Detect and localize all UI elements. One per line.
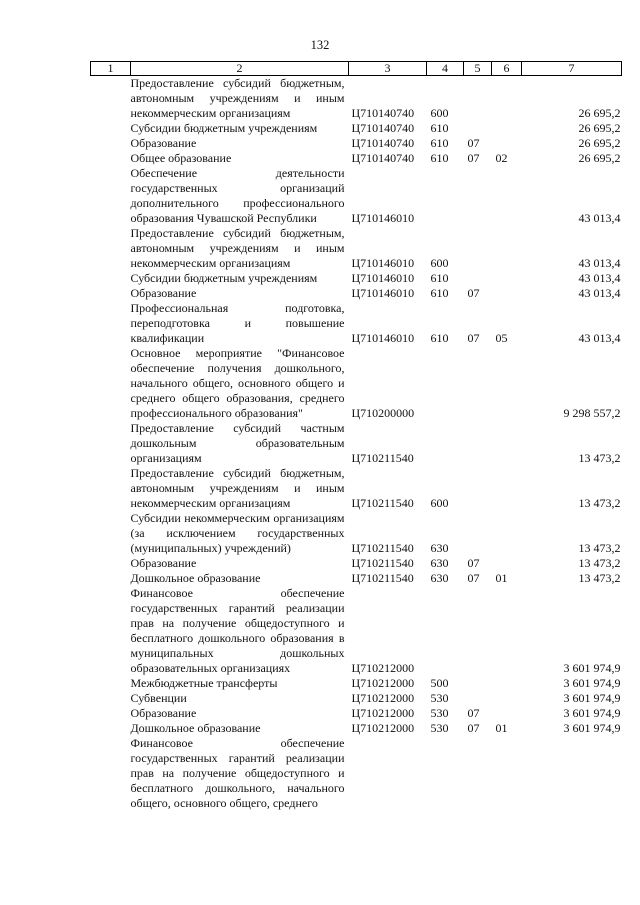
cell-section bbox=[464, 226, 492, 271]
cell-section bbox=[464, 736, 492, 811]
cell-amount: 26 695,2 bbox=[578, 106, 621, 120]
cell-expense-type: 610 bbox=[430, 121, 449, 135]
cell-blank bbox=[91, 136, 131, 151]
table-row bbox=[91, 706, 622, 721]
cell-amount: 43 013,4 bbox=[578, 331, 621, 345]
cell-subsection bbox=[492, 676, 522, 691]
cell-target-code: Ц710140740 bbox=[351, 106, 415, 120]
cell-amount: 43 013,4 bbox=[578, 211, 621, 225]
cell-blank bbox=[91, 586, 131, 676]
cell-target-code: Ц710212000 bbox=[351, 676, 415, 690]
cell-amount: 26 695,2 bbox=[578, 121, 621, 135]
cell-expense-type: 610 bbox=[430, 136, 449, 150]
cell-expense-type bbox=[427, 586, 464, 676]
cell-amount: 26 695,2 bbox=[578, 151, 621, 165]
cell-blank bbox=[91, 721, 131, 736]
cell-blank bbox=[91, 301, 131, 346]
cell-target-code: Ц710146010 bbox=[351, 286, 415, 300]
cell-name: Образование bbox=[130, 556, 197, 570]
cell-blank bbox=[91, 421, 131, 466]
cell-subsection bbox=[492, 286, 522, 301]
cell-expense-type: 610 bbox=[430, 151, 449, 165]
cell-blank bbox=[91, 166, 131, 226]
cell-target-code: Ц710200000 bbox=[351, 406, 415, 420]
table-row bbox=[91, 586, 622, 676]
cell-expense-type bbox=[427, 166, 464, 226]
cell-expense-type: 610 bbox=[430, 271, 449, 285]
cell-blank bbox=[91, 706, 131, 721]
cell-subsection: 05 bbox=[495, 331, 508, 345]
table-row bbox=[91, 286, 622, 301]
cell-section bbox=[464, 271, 492, 286]
cell-target-code: Ц710146010 bbox=[351, 331, 415, 345]
cell-section: 07 bbox=[467, 286, 480, 300]
cell-expense-type: 630 bbox=[430, 541, 449, 555]
header-col-2: 2 bbox=[131, 62, 349, 76]
cell-name: Субсидии некоммерческим организациям (за исключением государственных (муниципальных) учреждений) bbox=[130, 511, 345, 555]
cell-subsection bbox=[492, 706, 522, 721]
cell-subsection bbox=[492, 121, 522, 136]
cell-target-code: Ц710211540 bbox=[351, 571, 414, 585]
cell-name: Предоставление субсидий частным дошкольным образовательным организациям bbox=[130, 421, 345, 465]
cell-expense-type: 630 bbox=[430, 571, 449, 585]
cell-blank bbox=[91, 511, 131, 556]
table-row bbox=[91, 271, 622, 286]
cell-blank bbox=[91, 76, 131, 122]
cell-name: Предоставление субсидий бюджетным, автономным учреждениям и иным некоммерческим организациям bbox=[130, 466, 345, 510]
cell-blank bbox=[91, 676, 131, 691]
table-row bbox=[91, 556, 622, 571]
table-row bbox=[91, 76, 622, 122]
cell-subsection bbox=[492, 691, 522, 706]
page-number: 132 bbox=[310, 38, 330, 52]
cell-subsection: 01 bbox=[495, 571, 508, 585]
cell-name: Образование bbox=[130, 136, 197, 150]
cell-subsection bbox=[492, 556, 522, 571]
table-row bbox=[91, 571, 622, 586]
cell-subsection bbox=[492, 511, 522, 556]
header-col-1: 1 bbox=[91, 62, 131, 76]
cell-amount bbox=[522, 736, 622, 811]
cell-target-code: Ц710212000 bbox=[351, 721, 415, 735]
cell-name: Субсидии бюджетным учреждениям bbox=[130, 271, 318, 285]
cell-blank bbox=[91, 736, 131, 811]
cell-expense-type: 630 bbox=[430, 556, 449, 570]
cell-target-code: Ц710146010 bbox=[351, 211, 415, 225]
table-row bbox=[91, 301, 622, 346]
cell-name: Субвенции bbox=[130, 691, 187, 705]
cell-name: Общее образование bbox=[130, 151, 232, 165]
cell-name: Образование bbox=[130, 706, 197, 720]
cell-section bbox=[464, 466, 492, 511]
cell-expense-type bbox=[427, 346, 464, 421]
cell-section bbox=[464, 586, 492, 676]
cell-blank bbox=[91, 271, 131, 286]
header-col-6: 6 bbox=[492, 62, 522, 76]
cell-subsection bbox=[492, 346, 522, 421]
cell-amount: 13 473,2 bbox=[578, 556, 621, 570]
cell-target-code: Ц710211540 bbox=[351, 451, 414, 465]
cell-subsection bbox=[492, 271, 522, 286]
cell-section: 07 bbox=[467, 721, 480, 735]
cell-expense-type: 610 bbox=[430, 331, 449, 345]
cell-blank bbox=[91, 466, 131, 511]
table-body bbox=[91, 76, 622, 812]
header-col-3: 3 bbox=[349, 62, 427, 76]
budget-table bbox=[90, 61, 622, 811]
cell-subsection bbox=[492, 736, 522, 811]
cell-section bbox=[464, 691, 492, 706]
table-row bbox=[91, 676, 622, 691]
cell-name: Образование bbox=[130, 286, 197, 300]
table-row bbox=[91, 346, 622, 421]
cell-expense-type: 600 bbox=[430, 496, 449, 510]
cell-amount: 3 601 974,9 bbox=[563, 721, 621, 735]
cell-amount: 13 473,2 bbox=[578, 571, 621, 585]
header-col-7: 7 bbox=[522, 62, 622, 76]
cell-amount: 3 601 974,9 bbox=[563, 691, 621, 705]
cell-section: 07 bbox=[467, 556, 480, 570]
cell-amount: 9 298 557,2 bbox=[563, 406, 621, 420]
cell-name: Субсидии бюджетным учреждениям bbox=[130, 121, 318, 135]
table-row bbox=[91, 226, 622, 271]
header-col-5: 5 bbox=[464, 62, 492, 76]
cell-target-code: Ц710212000 bbox=[351, 661, 415, 675]
cell-section: 07 bbox=[467, 571, 480, 585]
cell-target-code: Ц710146010 bbox=[351, 271, 415, 285]
cell-target-code: Ц710140740 bbox=[351, 121, 415, 135]
cell-amount: 13 473,2 bbox=[578, 496, 621, 510]
cell-target-code: Ц710211540 bbox=[351, 496, 414, 510]
cell-subsection bbox=[492, 421, 522, 466]
cell-subsection bbox=[492, 136, 522, 151]
cell-target-code: Ц710211540 bbox=[351, 541, 414, 555]
table-row bbox=[91, 736, 622, 811]
cell-target-code: Ц710212000 bbox=[351, 706, 415, 720]
cell-subsection bbox=[492, 586, 522, 676]
cell-section bbox=[464, 346, 492, 421]
cell-section bbox=[464, 76, 492, 122]
cell-section bbox=[464, 121, 492, 136]
cell-amount: 13 473,2 bbox=[578, 541, 621, 555]
cell-target-code: Ц710212000 bbox=[351, 691, 415, 705]
header-col-4: 4 bbox=[427, 62, 464, 76]
cell-blank bbox=[91, 121, 131, 136]
cell-expense-type bbox=[427, 736, 464, 811]
cell-expense-type: 600 bbox=[430, 256, 449, 270]
cell-amount: 3 601 974,9 bbox=[563, 661, 621, 675]
table-row bbox=[91, 721, 622, 736]
cell-blank bbox=[91, 346, 131, 421]
table-row bbox=[91, 421, 622, 466]
table-row bbox=[91, 121, 622, 136]
cell-subsection bbox=[492, 166, 522, 226]
cell-name: Дошкольное образование bbox=[130, 721, 261, 735]
cell-section: 07 bbox=[467, 706, 480, 720]
cell-target-code: Ц710211540 bbox=[351, 556, 414, 570]
cell-name: Обеспечение деятельности государственных организаций дополнительного профессионального образования Чувашской Республики bbox=[130, 166, 345, 225]
cell-target-code: Ц710140740 bbox=[351, 151, 415, 165]
cell-amount: 43 013,4 bbox=[578, 286, 621, 300]
cell-blank bbox=[91, 151, 131, 166]
cell-subsection: 01 bbox=[495, 721, 508, 735]
cell-expense-type: 610 bbox=[430, 286, 449, 300]
cell-amount: 26 695,2 bbox=[578, 136, 621, 150]
cell-blank bbox=[91, 556, 131, 571]
table-row bbox=[91, 691, 622, 706]
cell-target-code bbox=[349, 736, 427, 811]
cell-amount: 43 013,4 bbox=[578, 271, 621, 285]
cell-name: Профессиональная подготовка, переподготовка и повышение квалификации bbox=[130, 301, 345, 345]
cell-blank bbox=[91, 286, 131, 301]
cell-expense-type: 530 bbox=[430, 691, 449, 705]
table-row bbox=[91, 511, 622, 556]
cell-name: Финансовое обеспечение государственных гарантий реализации прав на получение общедоступного и бесплатного дошкольного, начального общего, основного общего, среднего bbox=[130, 736, 345, 810]
cell-expense-type: 530 bbox=[430, 706, 449, 720]
cell-subsection bbox=[492, 466, 522, 511]
cell-blank bbox=[91, 691, 131, 706]
cell-section bbox=[464, 166, 492, 226]
cell-section bbox=[464, 421, 492, 466]
cell-amount: 3 601 974,9 bbox=[563, 676, 621, 690]
table-row bbox=[91, 466, 622, 511]
cell-section: 07 bbox=[467, 151, 480, 165]
cell-name: Дошкольное образование bbox=[130, 571, 261, 585]
cell-subsection: 02 bbox=[495, 151, 508, 165]
cell-amount: 3 601 974,9 bbox=[563, 706, 621, 720]
cell-expense-type bbox=[427, 421, 464, 466]
cell-expense-type: 500 bbox=[430, 676, 449, 690]
cell-blank bbox=[91, 571, 131, 586]
cell-name: Предоставление субсидий бюджетным, автономным учреждениям и иным некоммерческим организациям bbox=[130, 226, 345, 270]
cell-amount: 43 013,4 bbox=[578, 256, 621, 270]
cell-name: Предоставление субсидий бюджетным, автономным учреждениям и иным некоммерческим организациям bbox=[130, 76, 345, 120]
table-row bbox=[91, 136, 622, 151]
cell-target-code: Ц710140740 bbox=[351, 136, 415, 150]
cell-subsection bbox=[492, 226, 522, 271]
table-row bbox=[91, 151, 622, 166]
cell-name: Межбюджетные трансферты bbox=[130, 676, 278, 690]
cell-subsection bbox=[492, 76, 522, 122]
cell-blank bbox=[91, 226, 131, 271]
header-row bbox=[91, 62, 622, 76]
cell-name: Основное мероприятие "Финансовое обеспечение получения дошкольного, начального общего, основного общего и среднего общего образования, среднего профессионального образования" bbox=[130, 346, 345, 420]
cell-name: Финансовое обеспечение государственных гарантий реализации прав на получение общедоступного и бесплатного дошкольного образования в муниципальных дошкольных образовательных организациях bbox=[130, 586, 345, 675]
cell-expense-type: 600 bbox=[430, 106, 449, 120]
cell-expense-type: 530 bbox=[430, 721, 449, 735]
cell-target-code: Ц710146010 bbox=[351, 256, 415, 270]
table-row bbox=[91, 166, 622, 226]
cell-section bbox=[464, 511, 492, 556]
cell-amount: 13 473,2 bbox=[578, 451, 621, 465]
cell-section: 07 bbox=[467, 331, 480, 345]
cell-section bbox=[464, 676, 492, 691]
cell-section: 07 bbox=[467, 136, 480, 150]
